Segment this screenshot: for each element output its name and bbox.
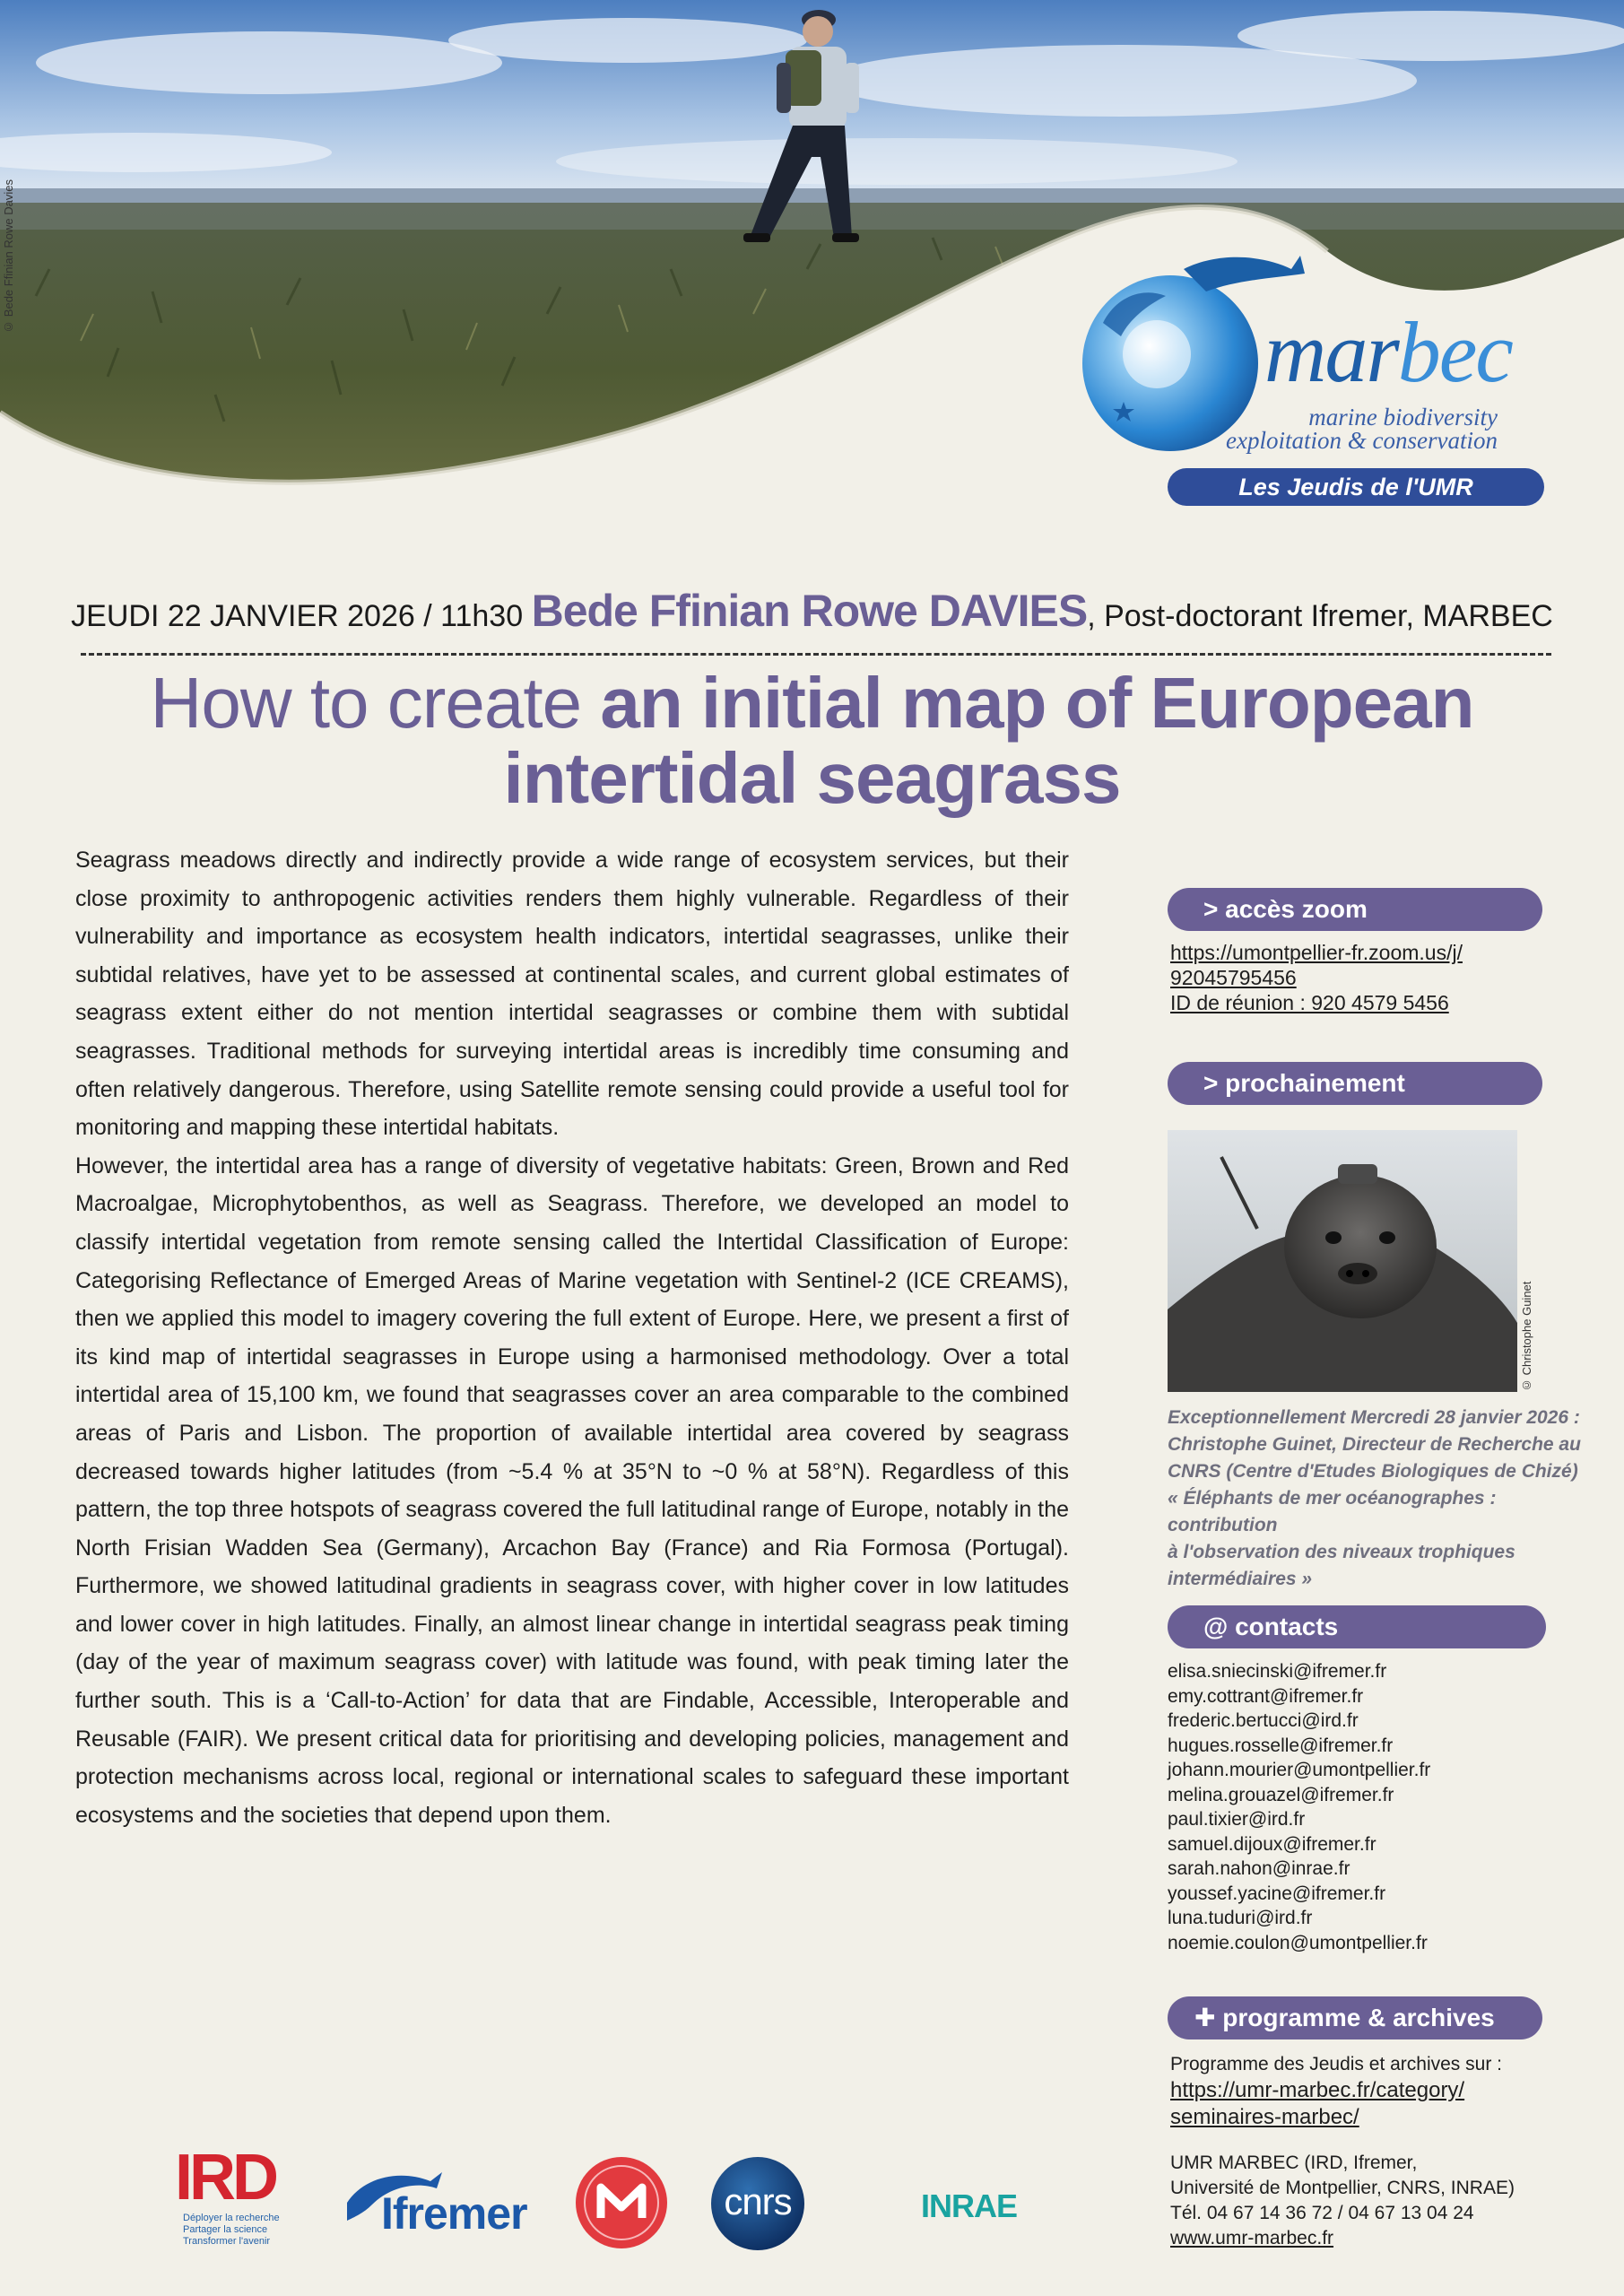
header-photo-credit: © Bede Ffinian Rowe Davies bbox=[2, 179, 15, 334]
phone-numbers: Tél. 04 67 14 36 72 / 04 67 13 04 24 bbox=[1170, 2203, 1474, 2223]
logo-subtitle-line2: exploitation & conservation bbox=[1226, 427, 1498, 454]
contacts-heading: @ contacts bbox=[1168, 1605, 1546, 1648]
ird-logo-text: IRD bbox=[175, 2142, 275, 2213]
plus-icon: ✚ bbox=[1194, 2004, 1216, 2031]
contact-email[interactable]: paul.tixier@ird.fr bbox=[1168, 1809, 1306, 1830]
header-photo bbox=[0, 0, 1624, 538]
next-line2: Christophe Guinet, Directeur de Recherche au bbox=[1168, 1434, 1581, 1455]
programme-archives-heading bbox=[1168, 1996, 1542, 2039]
contact-email[interactable]: samuel.dijoux@ifremer.fr bbox=[1168, 1833, 1376, 1855]
ird-tagline-line1: Déployer la recherche bbox=[183, 2213, 280, 2223]
abstract bbox=[75, 841, 1069, 1834]
speaker-affiliation: , Post-doctorant Ifremer, MARBEC bbox=[1087, 599, 1553, 633]
speaker-name: Bede Ffinian Rowe DAVIES bbox=[531, 586, 1088, 636]
website-link[interactable]: www.umr-marbec.fr bbox=[1170, 2228, 1334, 2248]
inrae-logo: INRAE bbox=[921, 2187, 1018, 2224]
cnrs-logo-text: cnrs bbox=[724, 2180, 792, 2222]
programme-link-line1: https://umr-marbec.fr/category/ bbox=[1170, 2078, 1465, 2102]
umr-address bbox=[1170, 2151, 1515, 2251]
title-bold-line1: an initial map of European bbox=[600, 663, 1474, 743]
title-bold-line2: intertidal seagrass bbox=[503, 738, 1121, 818]
contact-email[interactable]: johann.mourier@umontpellier.fr bbox=[1168, 1760, 1431, 1780]
zoom-meeting-id: ID de réunion : 920 4579 5456 bbox=[1170, 991, 1449, 1014]
programme-heading-label: programme & archives bbox=[1222, 2004, 1495, 2031]
dashed-divider bbox=[81, 653, 1551, 656]
contact-email[interactable]: melina.grouazel@ifremer.fr bbox=[1168, 1784, 1394, 1805]
seal-photo-credit: © Christophe Guinet bbox=[1520, 1281, 1533, 1392]
zoom-link-line1: https://umontpellier-fr.zoom.us/j/ bbox=[1170, 941, 1463, 964]
title-line2 bbox=[0, 738, 1624, 818]
ird-tagline-line2: Partager la science bbox=[183, 2224, 268, 2235]
logo-word-mar: mar bbox=[1264, 304, 1398, 400]
event-date-time: JEUDI 22 JANVIER 2026 / 11h30 bbox=[71, 599, 524, 633]
contact-email[interactable]: sarah.nahon@inrae.fr bbox=[1168, 1858, 1350, 1879]
next-seminar-heading: > prochainement bbox=[1168, 1062, 1542, 1105]
next-line4: « Éléphants de mer océanographes : contribution bbox=[1168, 1488, 1497, 1535]
zoom-info bbox=[1170, 940, 1463, 1015]
abstract-paragraph-2: However, the intertidal area has a range of diversity of vegetative habitats: Green, Brown and Red Macroalgae, Microphytobenthos, as well as Seagrass. Therefore, we developed an model to classify intertidal vegetation from remote sensing called the Intertidal Classification of Europe: Categorising Reflectance of Emerged Areas of Marine vegetation with Sentinel-2 (ICE CREAMS), then we applied this model to imagery covering the full extent of Europe. Here, we present a first of its kind map of intertidal seagrasses in Europe using a harmonised methodology. Over a total intertidal area of 15,100 km, we found that seagrasses cover an area comparable to the combined areas of Paris and Lisbon. The proportion of available intertidal area covered by seagrass decreased towards higher latitudes (from ~5.4 % at 35°N to ~0 % at 58°N). Regardless of this pattern, the top three hotspots of seagrass covered the full latitudinal range of Europe, notably in the North Frisian Wadden Sea (Germany), Arcachon Bay (France) and Ria Formosa (Portugal). Furthermore, we showed latitudinal gradients in seagrass cover, with higher cover in low latitudes and lower cover in high latitudes. Finally, an almost linear change in intertidal seagrass peak timing (day of the year of maximum seagrass cover) with latitude was found, with peak timing later the further south. This is a ‘Call-to-Action’ for data that are Findable, Accessible, Interoperable and Reusable (FAIR). We present critical data for prioritising and developing policies, management and protection mechanisms across local, regional or international scales to safeguard these important ecosystems and the societies that depend upon them. bbox=[75, 1152, 1069, 1828]
university-seal-icon bbox=[574, 2155, 669, 2250]
contact-email[interactable]: noemie.coulon@umontpellier.fr bbox=[1168, 1932, 1428, 1953]
zoom-link-line2: 92045795456 bbox=[1170, 966, 1297, 989]
marbec-logo-subtitle bbox=[1211, 405, 1498, 452]
addr-line2: Université de Montpellier, CNRS, INRAE) bbox=[1170, 2178, 1515, 2198]
zoom-link[interactable] bbox=[1170, 941, 1463, 989]
elephant-seal-photo bbox=[1168, 1130, 1517, 1392]
series-label-pill: Les Jeudis de l'UMR bbox=[1168, 468, 1544, 506]
contacts-list bbox=[1168, 1659, 1430, 1955]
zoom-access-heading: > accès zoom bbox=[1168, 888, 1542, 931]
contact-email[interactable]: emy.cottrant@ifremer.fr bbox=[1168, 1685, 1364, 1707]
title-line1 bbox=[0, 665, 1624, 741]
abstract-paragraph-1: Seagrass meadows directly and indirectly provide a wide range of ecosystem services, but their close proximity to anthropogenic activities renders them highly vulnerable. Regardless of their vulnerability and importance as ecosystem health indicators, intertidal seagrasses, unlike their subtidal relatives, have yet to be assessed at continental scales, and current global estimates of seagrass extent either do not mention intertidal seagrasses or combine them with subtidal seagrasses. Traditional methods for surveying intertidal areas is incredibly time consuming and often relatively dangerous. Therefore, using Satellite remote sensing could provide a useful tool for monitoring and mapping these intertidal habitats. bbox=[75, 848, 1069, 1141]
marbec-logo-wordmark bbox=[1264, 304, 1512, 400]
addr-line1: UMR MARBEC (IRD, Ifremer, bbox=[1170, 2152, 1418, 2173]
ifremer-logo-text: Ifremer bbox=[381, 2188, 527, 2239]
contact-email[interactable]: youssef.yacine@ifremer.fr bbox=[1168, 1883, 1386, 1904]
header-banner bbox=[0, 0, 1624, 538]
contact-email[interactable]: elisa.sniecinski@ifremer.fr bbox=[1168, 1661, 1387, 1682]
next-line3: CNRS (Centre d'Etudes Biologiques de Chizé) bbox=[1168, 1461, 1578, 1482]
next-line1: Exceptionnellement Mercredi 28 janvier 2026 : bbox=[1168, 1407, 1580, 1428]
contact-email[interactable]: frederic.bertucci@ird.fr bbox=[1168, 1710, 1359, 1731]
contact-email[interactable]: luna.tuduri@ird.fr bbox=[1168, 1908, 1313, 1928]
logo-word-bec: bec bbox=[1397, 304, 1512, 400]
talk-title bbox=[0, 665, 1624, 816]
ird-tagline-line3: Transformer l'avenir bbox=[183, 2236, 271, 2247]
event-line bbox=[0, 585, 1624, 637]
ird-tagline bbox=[183, 2213, 280, 2248]
programme-link-line2: seminaires-marbec/ bbox=[1170, 2105, 1359, 2129]
programme-archives-link[interactable] bbox=[1170, 2077, 1464, 2131]
logo-subtitle-line1: marine biodiversity bbox=[1308, 404, 1498, 430]
next-line6: intermédiaires » bbox=[1168, 1569, 1313, 1589]
title-light-part: How to create bbox=[150, 663, 601, 743]
programme-intro: Programme des Jeudis et archives sur : bbox=[1170, 2054, 1502, 2074]
next-seminar-description bbox=[1168, 1405, 1607, 1593]
contact-email[interactable]: hugues.rosselle@ifremer.fr bbox=[1168, 1735, 1394, 1756]
next-line5: à l'observation des niveaux trophiques bbox=[1168, 1542, 1515, 1562]
